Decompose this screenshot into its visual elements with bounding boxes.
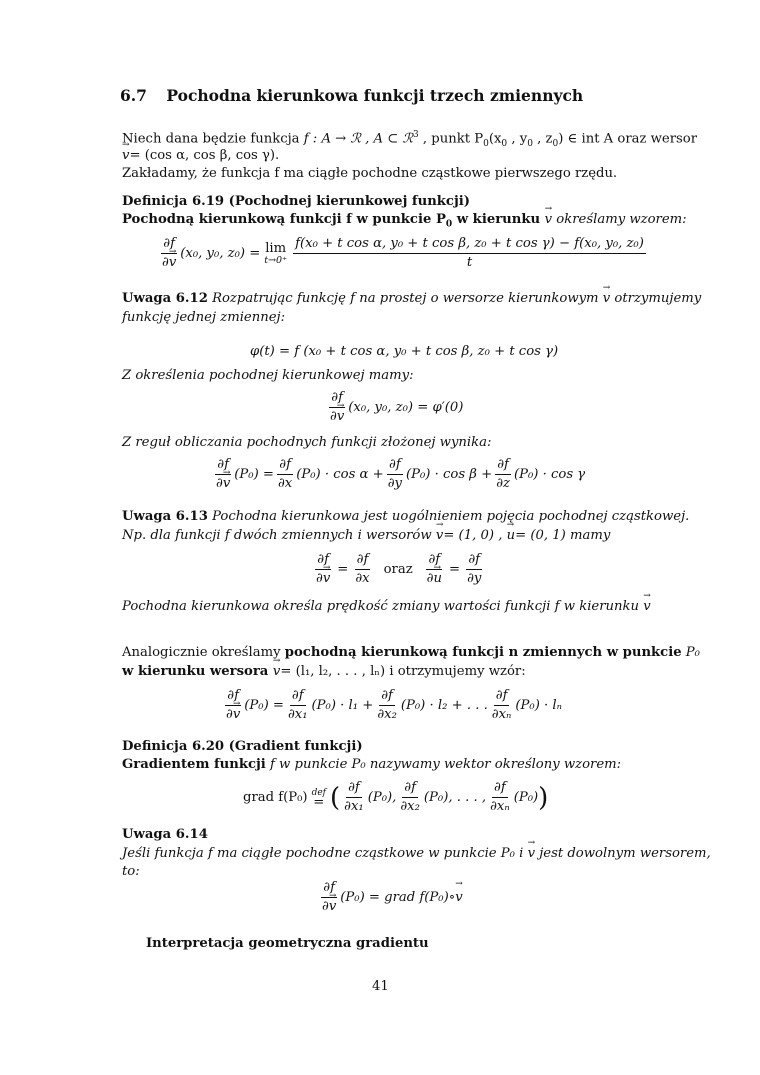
intro-tail: ) ∈ int A oraz wersor — [558, 131, 698, 147]
intro-versor: = (cos α, cos β, cos γ). — [129, 148, 280, 163]
den — [425, 570, 444, 587]
phi-formula: φ(t) = f (x₀ + t cos α, y₀ + t cos β, z₀ + t cos γ) — [250, 344, 559, 359]
vector-u: → u — [507, 527, 516, 545]
uw614-text: Jeśli funkcja f ma ciągłe pochodne cząstkowe w punkcie P₀ i — [122, 846, 528, 861]
intro-sup: 3 — [412, 130, 419, 140]
vector-v: → v — [455, 890, 462, 905]
vector-v: → v — [329, 899, 336, 915]
uw614-text: jest dowolnym wersorem, — [535, 846, 711, 861]
general-formula — [222, 688, 562, 723]
num: f(x₀ + t cos α, y₀ + t cos β, z₀ + t cos γ) − f(x₀, y₀, z₀) — [293, 236, 646, 254]
den: ∂x₁ — [344, 799, 364, 814]
eq-part: (P₀) · lₙ — [515, 698, 562, 713]
fraction — [490, 688, 514, 723]
den — [160, 254, 178, 271]
vector-v: → v — [436, 527, 443, 545]
intro-point: , punkt P — [418, 131, 484, 147]
num: ∂f — [379, 688, 395, 706]
den: ∂xₙ — [490, 799, 510, 814]
uw613-heading: Uwaga 6.13 — [122, 509, 208, 524]
num: ∂f — [225, 688, 241, 706]
def620-bold: Gradientem funkcji — [122, 757, 266, 772]
fraction — [425, 552, 444, 587]
fraction — [314, 552, 332, 587]
lim-sub: t→0⁺ — [264, 255, 288, 266]
vector-v: → v — [323, 571, 330, 587]
eq-part: (P₀) · cos β + — [406, 467, 493, 482]
uw612-formula-3 — [212, 457, 585, 492]
vector-v: → v — [223, 476, 230, 492]
uw613-formula: $\frac{\partial f}{\partial\to v}$ = $\frac{\partial f}{\partial x}$ oraz $\frac{\partial f}{\partial\to u}$ = $\frac{\partial f}{\partial y}$ — [312, 552, 485, 587]
eq-part: (P₀) · l₁ + — [311, 698, 374, 713]
vector-v: → v — [337, 409, 344, 425]
fraction — [375, 688, 399, 723]
general-bold: w kierunku wersora — [122, 664, 273, 679]
eq-part: (P₀) · cos γ — [513, 467, 586, 482]
uw612-line-2: funkcję jednej zmiennej: — [122, 310, 286, 325]
fraction — [342, 780, 366, 815]
eq-part: (P₀) = grad f(P₀)∘ — [340, 890, 456, 905]
uw612-text: otrzymujemy — [610, 291, 702, 306]
partial: ∂ — [226, 707, 233, 722]
vector-v: → v — [603, 290, 610, 308]
def619-formula — [158, 236, 648, 271]
fraction — [293, 236, 646, 271]
den: ∂xₙ — [491, 707, 512, 722]
intro-line-3: Zakładamy, że funkcja f ma ciągłe pochodne cząstkowe pierwszego rzędu. — [122, 166, 618, 181]
fraction — [214, 457, 232, 492]
def619-lhs: (x₀, y₀, z₀) = — [180, 246, 261, 261]
fraction — [494, 457, 512, 492]
uw612-heading: Uwaga 6.12 — [122, 291, 208, 306]
partial: ∂ — [162, 255, 169, 270]
den: ∂y — [467, 571, 482, 586]
def-label: def — [311, 787, 326, 798]
fraction — [386, 457, 404, 492]
num: ∂f — [466, 552, 482, 570]
uw613-text: = (0, 1) mamy — [515, 528, 611, 543]
num: ∂f — [355, 552, 371, 570]
uw612-eq2: (x₀, y₀, z₀) = φ′(0) — [348, 400, 464, 415]
gradient-formula: grad f(P₀) def = ( $\frac{\partial f}{\text{∂x₁}}$ (P₀), $\frac{\partial f}{\text{∂x₂}}$ (P₀), . . . , $\frac{\partial f}{\text{∂xₙ}}$ (P₀) ) — [243, 780, 549, 814]
def619-lead-bold2: w kierunku — [452, 212, 545, 227]
general-text: Analogicznie określamy — [122, 645, 285, 660]
fraction — [465, 552, 483, 587]
lim: lim — [265, 241, 287, 256]
num: ∂f — [426, 552, 442, 570]
fraction — [286, 688, 310, 723]
den: ∂x₂ — [377, 707, 397, 722]
uw613-text: Pochodna kierunkowa określa prędkość zmiany wartości funkcji f w kierunku — [122, 599, 644, 614]
num: ∂f — [387, 457, 403, 475]
num: ∂f — [161, 236, 177, 254]
intro-z: , z — [532, 131, 553, 147]
uw613-line-2 — [122, 527, 610, 545]
page-number: 41 — [372, 979, 389, 994]
eq-part: (P₀) = — [244, 698, 284, 713]
vector-v: → v — [169, 255, 176, 271]
fraction — [398, 780, 422, 815]
den: ∂x — [355, 571, 370, 586]
fraction — [488, 780, 512, 815]
partial: ∂ — [216, 476, 223, 491]
def620-heading: Definicja 6.20 (Gradient funkcji) — [122, 739, 363, 754]
num: ∂f — [290, 688, 306, 706]
den — [214, 475, 232, 492]
num: ∂f — [215, 457, 231, 475]
uw614-heading: Uwaga 6.14 — [122, 827, 208, 842]
num: ∂f — [346, 780, 362, 798]
intro-text: Niech dana będzie funkcja — [122, 131, 304, 147]
uw614-formula — [318, 880, 463, 915]
den: t — [466, 255, 473, 270]
num: ∂f — [402, 780, 418, 798]
def620-lead — [122, 756, 621, 774]
den: ∂x₁ — [287, 707, 308, 722]
uw612-line-4: Z reguł obliczania pochodnych funkcji złożonej wynika: — [122, 435, 492, 450]
fraction — [320, 880, 338, 915]
general-line-1 — [122, 644, 700, 662]
den: ∂x — [277, 476, 293, 491]
general-text: = (l₁, l₂, . . . , lₙ) i otrzymujemy wzór: — [280, 664, 526, 679]
general-bold: pochodną kierunkową funkcji n zmiennych w punkcie — [284, 645, 682, 660]
grad-text: grad f(P₀) — [243, 790, 308, 805]
eq-part: (P₀) = — [234, 467, 274, 482]
intro-math: f : A → ℛ , A ⊂ ℛ — [303, 131, 413, 147]
intro-y: , y — [507, 131, 528, 147]
uw613-text: Np. dla funkcji f dwóch zmiennych i wersorów — [122, 528, 436, 543]
den: ∂y — [387, 476, 402, 491]
uw613-text: = (1, 0) , — [443, 528, 507, 543]
num: ∂f — [495, 457, 511, 475]
num: ∂f — [277, 457, 293, 475]
uw612-line-1 — [122, 290, 701, 308]
den: ∂x₂ — [400, 799, 420, 814]
den — [328, 408, 346, 425]
uw613-line-3 — [122, 598, 651, 616]
eq-part: (P₀), . . . , — [423, 790, 487, 805]
limit — [264, 241, 287, 266]
interpretation-heading: Interpretacja geometryczna gradientu — [146, 936, 429, 951]
num: ∂f — [321, 880, 337, 898]
vector-v: → v — [273, 663, 280, 681]
def619-lead: Pochodną kierunkową funkcji f w punkcie $P_0$ w kierunku → v określamy wzorem: — [122, 211, 687, 234]
oraz-text: oraz — [383, 562, 413, 577]
partial: ∂ — [316, 571, 323, 586]
num: ∂f — [315, 552, 331, 570]
eq-part: (P₀) · cos α + — [296, 467, 384, 482]
def619-heading: Definicja 6.19 (Pochodnej kierunkowej funkcji) — [122, 194, 470, 209]
num: ∂f — [492, 780, 508, 798]
section-number: 6.7 — [120, 86, 147, 105]
uw612-formula-2 — [326, 390, 463, 425]
eq-part: (P₀) · l₂ + . . . — [400, 698, 488, 713]
section-heading — [120, 86, 583, 105]
def619-lead-bold: Pochodną kierunkową funkcji f w punkcie P — [122, 212, 446, 227]
general-p0: P₀ — [681, 645, 700, 660]
uw612-text: Rozpatrując funkcję f na prostej o wersorze kierunkowym — [207, 291, 603, 306]
def-equals: def = — [311, 787, 326, 810]
uw614-line-2: to: — [122, 864, 140, 879]
def619-tail: określamy wzorem: — [552, 212, 687, 227]
section-title: Pochodna kierunkowa funkcji trzech zmiennych — [166, 86, 584, 105]
uw614-line-1 — [122, 845, 711, 863]
def620-text: f w punkcie P₀ nazywamy wektor określony wzorem: — [265, 757, 622, 772]
intro-line-1: Niech dana będzie funkcja f : A → ℛ , A ⊂ ℛ$^3$ , punkt $P_0(x_0$ , $y_0$ , $z_0$) ∈ int A oraz wersor — [122, 130, 698, 150]
eq-part: (P₀), — [367, 790, 397, 805]
vector-v: → v — [643, 598, 650, 616]
den — [314, 570, 332, 587]
intro-line-2 — [122, 147, 279, 165]
num: ∂f — [329, 390, 345, 408]
den: ∂z — [496, 476, 510, 491]
den — [320, 898, 338, 915]
fraction — [276, 457, 294, 492]
fraction — [160, 236, 178, 271]
uw613-line-1 — [122, 508, 689, 526]
num: ∂f — [494, 688, 510, 706]
partial: ∂ — [426, 571, 434, 586]
den — [224, 706, 242, 723]
fraction — [353, 552, 371, 587]
fraction — [328, 390, 346, 425]
partial: ∂ — [330, 409, 337, 424]
vector-v: → v — [233, 707, 240, 723]
vector-v: → v — [122, 147, 129, 165]
uw613-text: Pochodna kierunkowa jest uogólnieniem pojęcia pochodnej cząstkowej. — [207, 509, 690, 524]
vector-v: → v — [528, 845, 535, 863]
partial: ∂ — [322, 899, 329, 914]
general-line-2 — [122, 663, 526, 681]
eq-part: (P₀) — [513, 790, 539, 805]
uw612-line-3: Z określenia pochodnej kierunkowej mamy: — [122, 368, 414, 383]
fraction — [224, 688, 242, 723]
vector-u: → u — [434, 571, 443, 587]
vector-v: → v — [545, 211, 552, 229]
intro-x: (x — [488, 131, 502, 147]
